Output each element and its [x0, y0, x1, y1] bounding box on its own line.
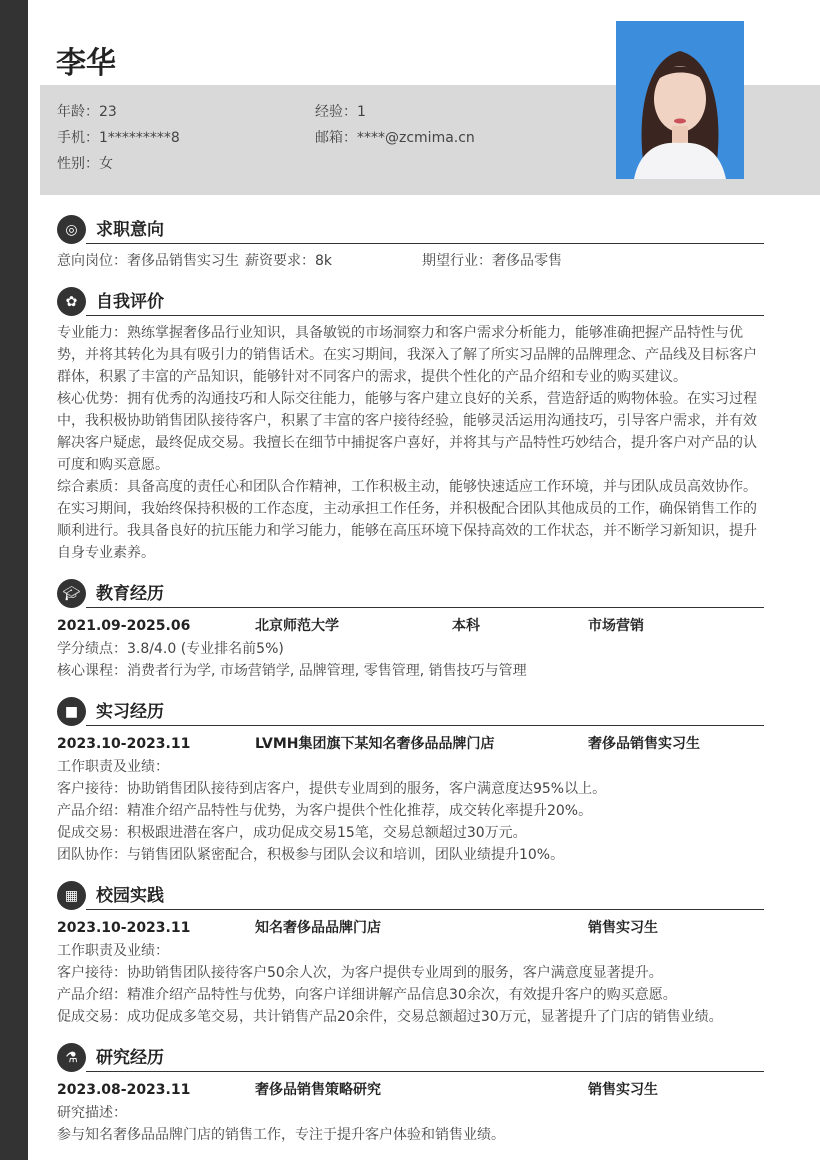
sidebar-bar	[0, 0, 28, 1160]
gender: 性别：女	[57, 156, 113, 172]
resume-content	[57, 214, 764, 1160]
age: 年龄：23	[57, 104, 117, 120]
intern-date: 2023.10-2023.11	[57, 736, 191, 752]
intern-line: 工作职责及业绩：	[57, 759, 169, 775]
section-title: 自我评价	[86, 289, 764, 316]
target-icon: ◎	[57, 215, 86, 244]
research-org: 奢侈品销售策略研究	[255, 1082, 381, 1098]
edu-line: 学分绩点：3.8/4.0 (专业排名前5%)	[57, 641, 284, 657]
intent-position: 意向岗位：奢侈品销售实习生	[57, 253, 239, 269]
research-line: 参与知名奢侈品品牌门店的销售工作，专注于提升客户体验和销售业绩。	[57, 1127, 505, 1143]
profile-photo	[616, 21, 744, 179]
intern-line: 促成交易：积极跟进潜在客户，成功促成交易15笔，交易总额超过30万元。	[57, 825, 527, 841]
candidate-name: 李华	[56, 46, 116, 81]
edu-school: 北京师范大学	[255, 618, 339, 634]
section-education	[57, 578, 764, 682]
intern-line: 产品介绍：精准介绍产品特性与优势，为客户提供个性化推荐，成交转化率提升20%。	[57, 803, 593, 819]
intent-salary: 薪资要求：8k	[245, 253, 333, 269]
building-icon: ▦	[57, 881, 86, 910]
research-date: 2023.08-2023.11	[57, 1082, 191, 1098]
intern-org: LVMH集团旗下某知名奢侈品品牌门店	[255, 736, 495, 752]
self-paragraph: 综合素质：具备高度的责任心和团队合作精神，工作积极主动，能够快速适应工作环境，并与团队成员高效协作。在实习期间，我始终保持积极的工作态度，主动承担工作任务，并积极配合团队其他成员的工作，确保销售工作的顺利进行。我具备良好的抗压能力和学习能力，能够在高压环境下保持高效的工作状态，并不断学习新知识，提升自身专业素养。	[57, 479, 757, 561]
section-title: 校园实践	[86, 883, 764, 910]
section-title: 教育经历	[86, 581, 764, 608]
edu-degree: 本科	[452, 618, 480, 634]
research-line: 研究描述：	[57, 1105, 127, 1121]
intent-industry: 期望行业：奢侈品零售	[422, 253, 562, 269]
section-campus	[57, 880, 764, 1028]
campus-role: 销售实习生	[588, 920, 658, 936]
campus-line: 促成交易：成功促成多笔交易，共计销售产品20余件，交易总额超过30万元，显著提升了门店的销售业绩。	[57, 1009, 723, 1025]
phone: 手机：1*********8	[57, 130, 180, 146]
email: 邮箱：****@zcmima.cn	[315, 130, 475, 146]
campus-org: 知名奢侈品品牌门店	[255, 920, 381, 936]
campus-line: 产品介绍：精准介绍产品特性与优势，向客户详细讲解产品信息30余次，有效提升客户的购买意愿。	[57, 987, 677, 1003]
intern-line: 团队协作：与销售团队紧密配合，积极参与团队会议和培训，团队业绩提升10%。	[57, 847, 565, 863]
edu-major: 市场营销	[588, 618, 644, 634]
flower-icon: ✿	[57, 287, 86, 316]
section-title: 研究经历	[86, 1045, 764, 1072]
campus-line: 客户接待：协助销售团队接待客户50余人次，为客户提供专业周到的服务，客户满意度显著提升。	[57, 965, 663, 981]
briefcase-icon: ■	[57, 697, 86, 726]
self-paragraph: 专业能力：熟练掌握奢侈品行业知识，具备敏锐的市场洞察力和客户需求分析能力，能够准确把握产品特性与优势，并将其转化为具有吸引力的销售话术。在实习期间，我深入了解了所实习品牌的品牌理念、产品线及目标客户群体，积累了丰富的产品知识，能够针对不同客户的需求，提供个性化的产品介绍和专业的购买建议。	[57, 325, 757, 385]
section-intent	[57, 214, 764, 272]
section-research	[57, 1042, 764, 1146]
campus-date: 2023.10-2023.11	[57, 920, 191, 936]
edu-line: 核心课程：消费者行为学, 市场营销学, 品牌管理, 零售管理, 销售技巧与管理	[57, 663, 527, 679]
research-role: 销售实习生	[588, 1082, 658, 1098]
section-internship	[57, 696, 764, 866]
flask-icon: ⚗	[57, 1043, 86, 1072]
intern-line: 客户接待：协助销售团队接待到店客户，提供专业周到的服务，客户满意度达95%以上。	[57, 781, 607, 797]
graduation-cap-icon: 🎓︎	[57, 579, 86, 608]
section-title: 实习经历	[86, 699, 764, 726]
edu-date: 2021.09-2025.06	[57, 618, 191, 634]
experience: 经验：1	[315, 104, 366, 120]
section-title: 求职意向	[86, 217, 764, 244]
campus-line: 工作职责及业绩：	[57, 943, 169, 959]
section-self	[57, 286, 764, 564]
intern-role: 奢侈品销售实习生	[588, 736, 700, 752]
self-paragraph: 核心优势：拥有优秀的沟通技巧和人际交往能力，能够与客户建立良好的关系，营造舒适的购物体验。在实习过程中，我积极协助销售团队接待客户，积累了丰富的客户接待经验，能够灵活运用沟通技巧，引导客户需求，并有效解决客户疑虑，最终促成交易。我擅长在细节中捕捉客户喜好，并将其与产品特性巧妙结合，提升客户对产品的认可度和购买意愿。	[57, 391, 757, 473]
